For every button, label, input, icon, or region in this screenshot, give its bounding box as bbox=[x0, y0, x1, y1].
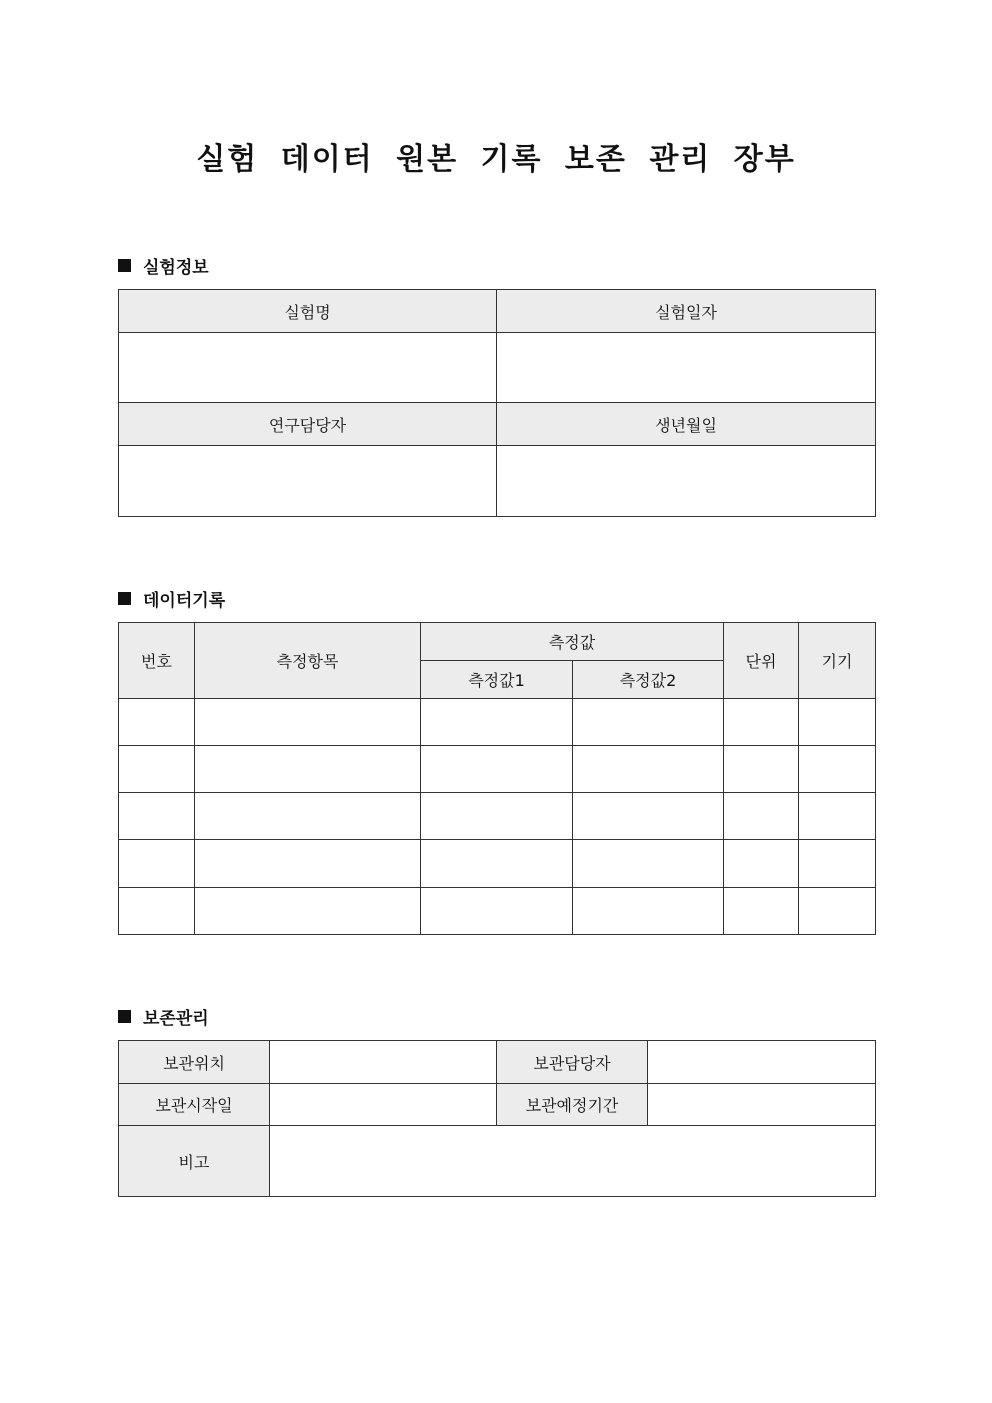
section-heading-info bbox=[118, 253, 209, 277]
start-date-field[interactable] bbox=[270, 1084, 497, 1126]
number-cell[interactable] bbox=[119, 840, 195, 888]
value1-cell[interactable] bbox=[421, 699, 573, 746]
number-cell[interactable] bbox=[119, 793, 195, 840]
value1-cell[interactable] bbox=[421, 840, 573, 888]
square-bullet-icon bbox=[118, 592, 131, 605]
table-row bbox=[119, 888, 876, 935]
item-cell[interactable] bbox=[195, 793, 421, 840]
value2-cell[interactable] bbox=[573, 699, 724, 746]
value1-header: 측정값1 bbox=[421, 661, 573, 699]
value2-cell[interactable] bbox=[573, 888, 724, 935]
unit-cell[interactable] bbox=[724, 888, 799, 935]
device-cell[interactable] bbox=[799, 793, 876, 840]
unit-cell[interactable] bbox=[724, 699, 799, 746]
number-cell[interactable] bbox=[119, 699, 195, 746]
square-bullet-icon bbox=[118, 1010, 131, 1023]
number-cell[interactable] bbox=[119, 746, 195, 793]
value2-cell[interactable] bbox=[573, 840, 724, 888]
period-field[interactable] bbox=[648, 1084, 876, 1126]
unit-header: 단위 bbox=[724, 623, 799, 699]
square-bullet-icon bbox=[118, 259, 131, 272]
value2-cell[interactable] bbox=[573, 793, 724, 840]
remarks-field[interactable] bbox=[270, 1126, 876, 1197]
start-date-label: 보관시작일 bbox=[119, 1084, 270, 1126]
device-header: 기기 bbox=[799, 623, 876, 699]
location-field[interactable] bbox=[270, 1041, 497, 1084]
value1-cell[interactable] bbox=[421, 888, 573, 935]
manager-label: 보관담당자 bbox=[497, 1041, 648, 1084]
number-cell[interactable] bbox=[119, 888, 195, 935]
section-heading-preserve bbox=[118, 1004, 209, 1028]
item-cell[interactable] bbox=[195, 699, 421, 746]
section-heading-label: 실험정보 bbox=[143, 257, 209, 278]
birth-date-label: 생년월일 bbox=[497, 403, 876, 446]
value-group-header: 측정값 bbox=[421, 623, 724, 661]
value1-cell[interactable] bbox=[421, 746, 573, 793]
device-cell[interactable] bbox=[799, 746, 876, 793]
experiment-date-field[interactable] bbox=[497, 333, 876, 403]
table-row bbox=[119, 699, 876, 746]
item-cell[interactable] bbox=[195, 840, 421, 888]
value2-cell[interactable] bbox=[573, 746, 724, 793]
researcher-field[interactable] bbox=[119, 446, 497, 517]
item-cell[interactable] bbox=[195, 888, 421, 935]
unit-cell[interactable] bbox=[724, 793, 799, 840]
device-cell[interactable] bbox=[799, 840, 876, 888]
experiment-date-label: 실험일자 bbox=[497, 290, 876, 333]
table-row bbox=[119, 746, 876, 793]
experiment-name-label: 실험명 bbox=[119, 290, 497, 333]
table-row bbox=[119, 840, 876, 888]
location-label: 보관위치 bbox=[119, 1041, 270, 1084]
item-header: 측정항목 bbox=[195, 623, 421, 699]
experiment-info-table bbox=[118, 289, 876, 517]
manager-field[interactable] bbox=[648, 1041, 876, 1084]
preservation-table bbox=[118, 1040, 876, 1197]
period-label: 보관예정기간 bbox=[497, 1084, 648, 1126]
number-header: 번호 bbox=[119, 623, 195, 699]
device-cell[interactable] bbox=[799, 699, 876, 746]
birth-date-field[interactable] bbox=[497, 446, 876, 517]
unit-cell[interactable] bbox=[724, 840, 799, 888]
value1-cell[interactable] bbox=[421, 793, 573, 840]
remarks-label: 비고 bbox=[119, 1126, 270, 1197]
section-heading-label: 보존관리 bbox=[143, 1008, 209, 1029]
value2-header: 측정값2 bbox=[573, 661, 724, 699]
data-record-table bbox=[118, 622, 876, 935]
experiment-name-field[interactable] bbox=[119, 333, 497, 403]
section-heading-data bbox=[118, 586, 225, 610]
unit-cell[interactable] bbox=[724, 746, 799, 793]
page-title: 실험 데이터 원본 기록 보존 관리 장부 bbox=[196, 142, 796, 177]
item-cell[interactable] bbox=[195, 746, 421, 793]
table-row bbox=[119, 793, 876, 840]
researcher-label: 연구담당자 bbox=[119, 403, 497, 446]
section-heading-label: 데이터기록 bbox=[143, 590, 226, 611]
device-cell[interactable] bbox=[799, 888, 876, 935]
